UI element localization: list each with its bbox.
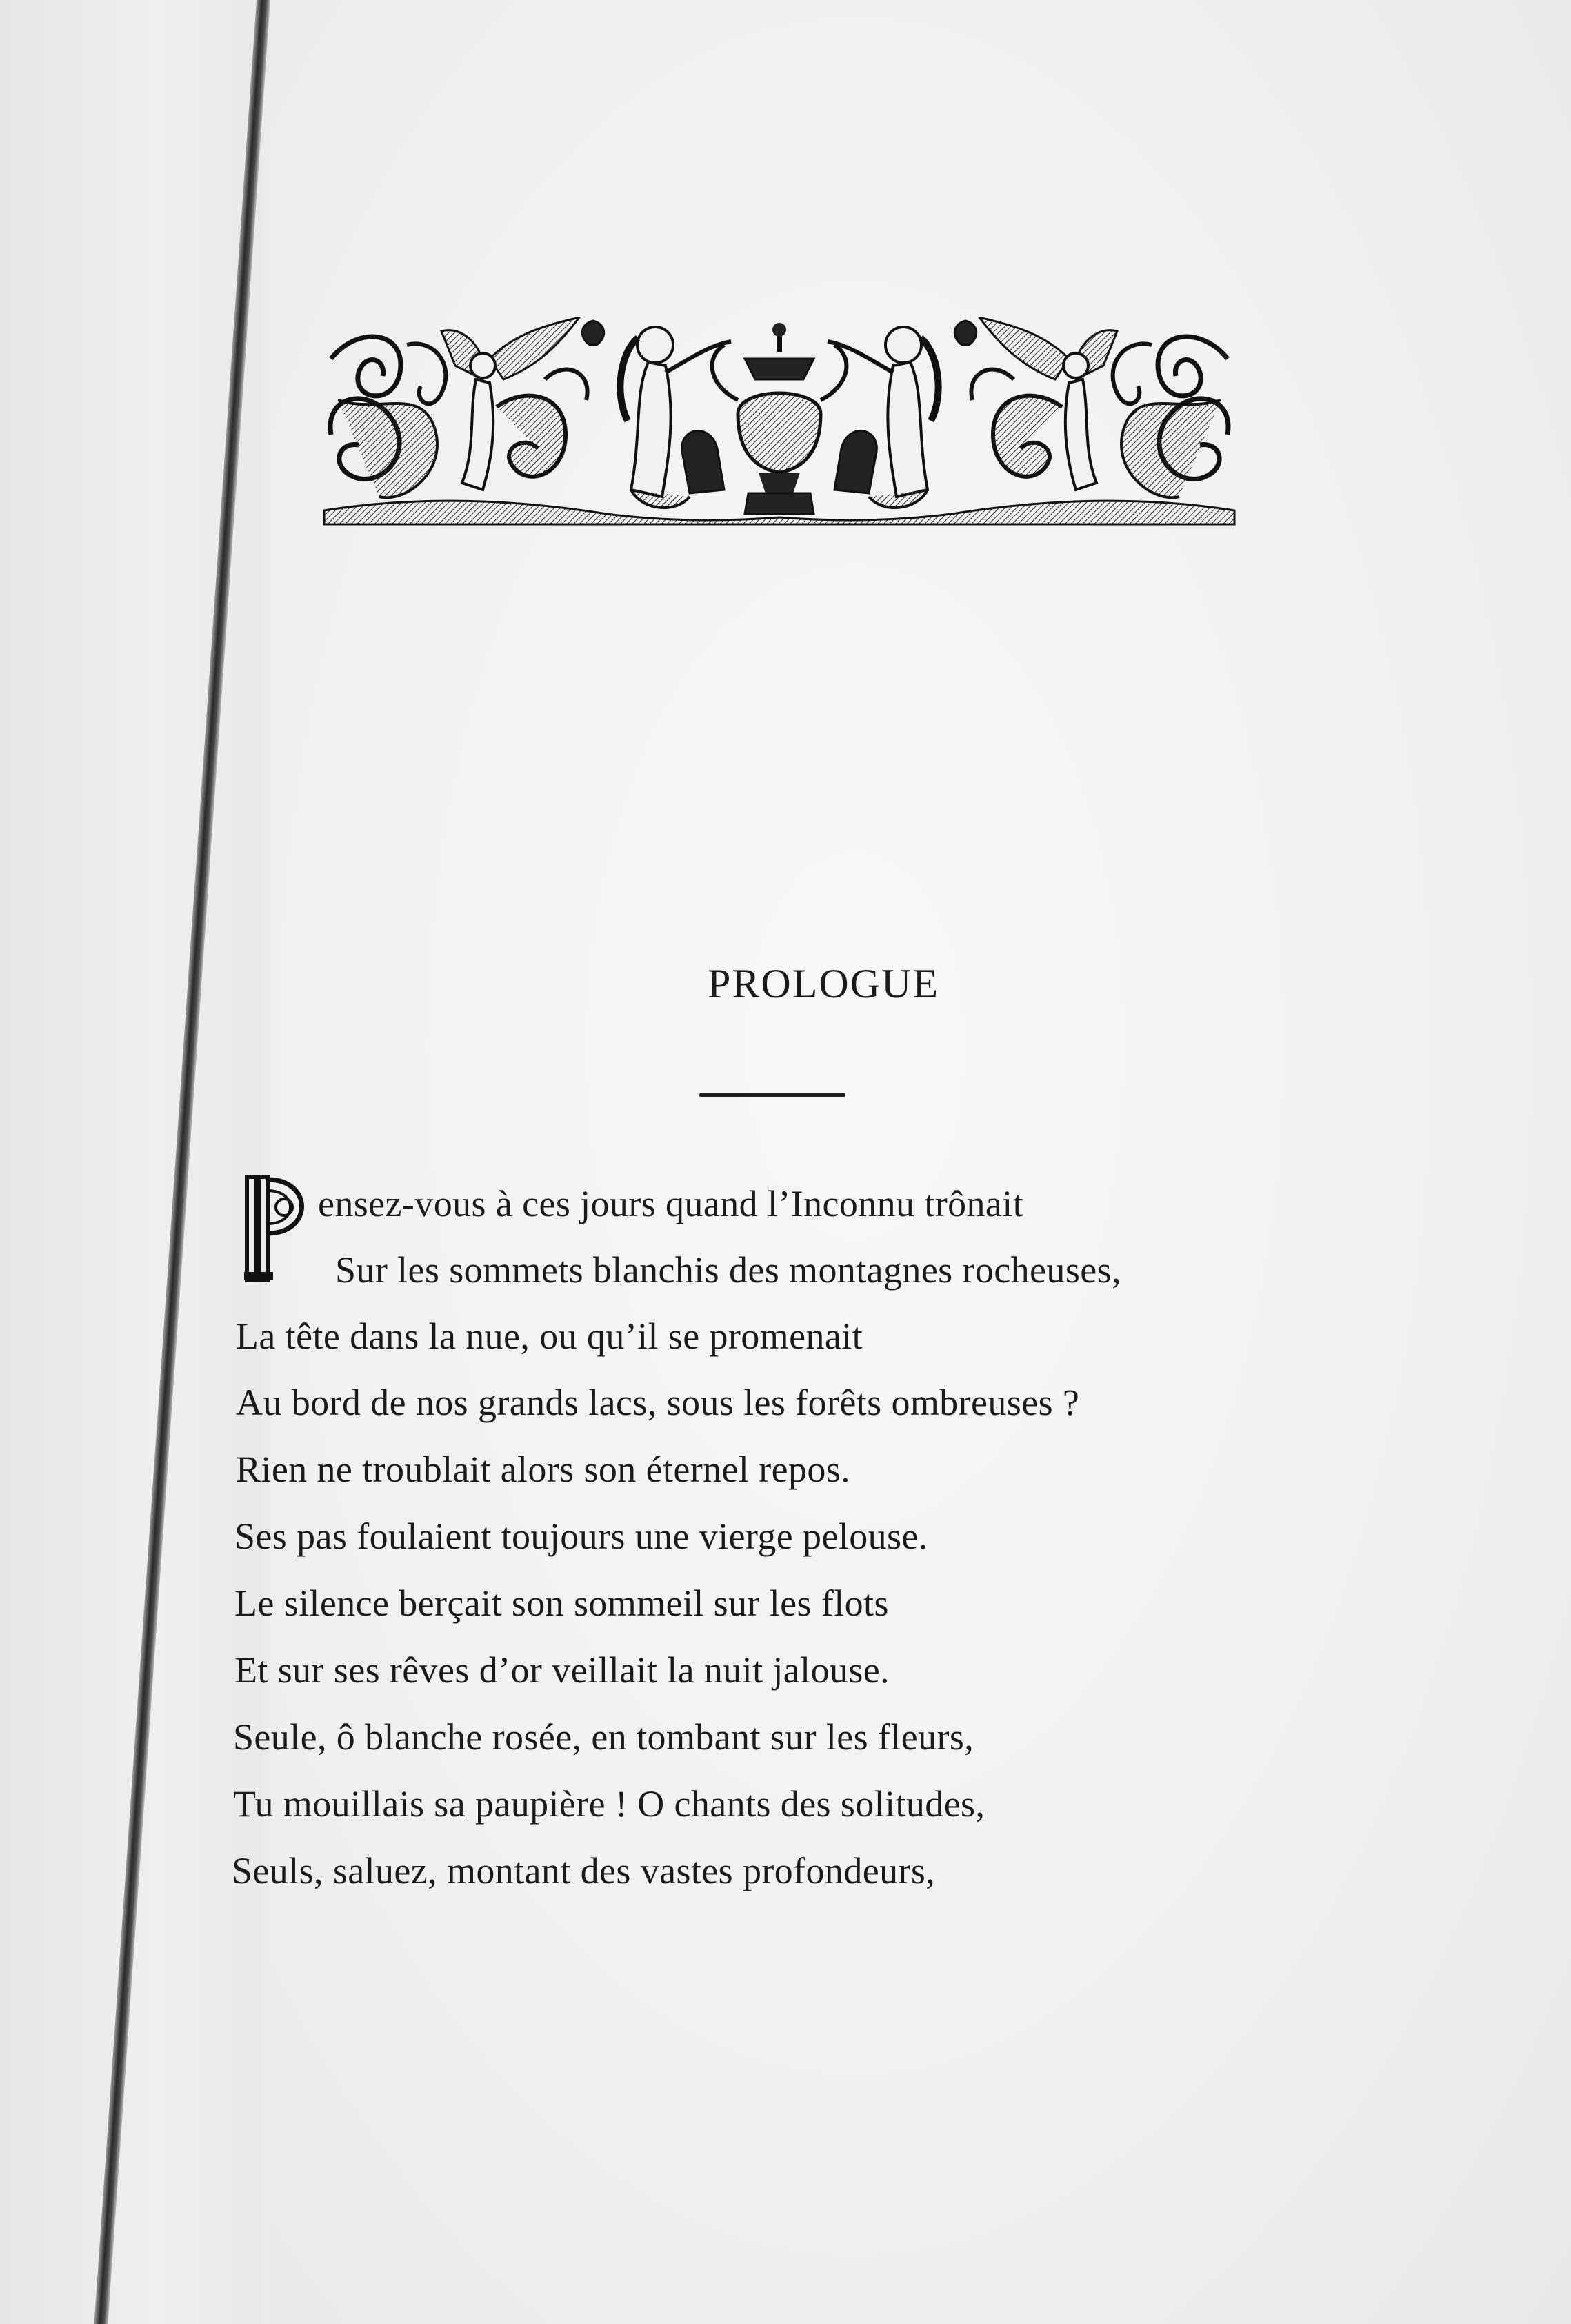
poem-line-10: Tu mouillais sa paupière ! O chants des solitudes,: [233, 1783, 985, 1825]
poem-line-8: Et sur ses rêves d’or veillait la nuit jalouse.: [234, 1649, 890, 1691]
drop-cap: [244, 1175, 313, 1282]
poem-line-5: Rien ne troublait alors son éternel repos.: [236, 1449, 851, 1490]
poem-line-4: Au bord de nos grands lacs, sous les forêts ombreuses ?: [236, 1382, 1080, 1423]
poem-line-1: ensez-vous à ces jours quand l’Inconnu trônait: [318, 1183, 1024, 1224]
page-title: PROLOGUE: [707, 961, 939, 1006]
ornamental-headpiece: [317, 317, 1241, 531]
poem-line-6: Ses pas foulaient toujours une vierge pelouse.: [234, 1516, 928, 1557]
poem-line-9: Seule, ô blanche rosée, en tombant sur les fleurs,: [233, 1716, 974, 1758]
ornament-engraving-icon: [317, 317, 1241, 531]
poem-line-3: La tête dans la nue, ou qu’il se promenait: [236, 1315, 863, 1357]
poem-line-7: Le silence berçait son sommeil sur les flots: [234, 1582, 889, 1624]
poem-line-2: Sur les sommets blanchis des montagnes rocheuses,: [335, 1249, 1121, 1291]
drop-cap-letter-icon: [244, 1175, 313, 1282]
poem-line-11: Seuls, saluez, montant des vastes profondeurs,: [232, 1850, 936, 1891]
title-divider: [699, 1093, 845, 1097]
